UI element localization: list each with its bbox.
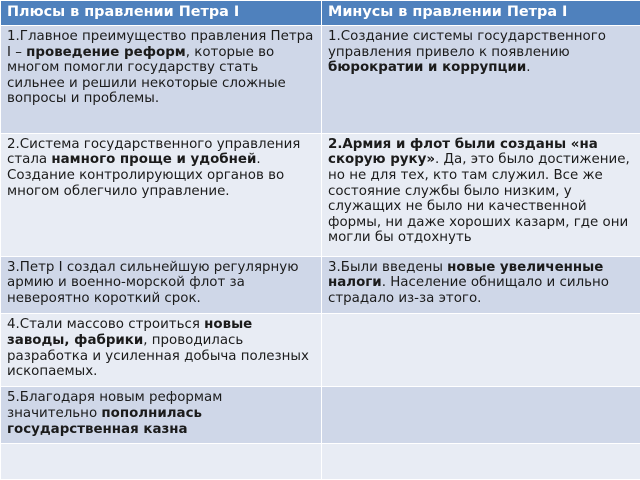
header-row [1,1,640,26]
con-cell-3 [322,256,640,314]
pro-cell-4 [1,314,322,387]
pro-text-tail: , которые во многом помогли государству стать сильнее и решили некоторые сложные вопросы и проблемы. [7,44,286,107]
table-row [1,387,640,443]
pro-emphasis: проведение реформ [26,44,186,60]
con-emphasis: 2.Армия и флот были созданы «на скорую руку» [328,136,598,168]
table-row [1,26,640,134]
table-row [1,314,640,387]
con-text: 3.Были введены [328,259,448,275]
cons-header: Минусы в правлении Петра I [322,1,640,26]
table-row [1,133,640,256]
con-cell-4 [322,314,640,387]
pro-cell-1 [1,26,322,134]
table-row [1,256,640,314]
con-text: 1.Создание системы государственного управления привело к появлению [328,29,606,60]
con-cell-1 [322,26,640,134]
pro-text: 1.Главное преимущество правления Петра I – [7,29,314,60]
con-cell-2 [322,133,640,256]
pro-cell-5 [1,387,322,443]
pro-text: 3.Петр I создал сильнейшую регулярную армию и военно-морской флот за невероятно короткий срок. [7,259,299,306]
pro-emphasis: намного проще и удобней [51,152,257,168]
pro-text: 5.Благодаря новым реформам значительно [7,390,223,421]
con-emphasis: бюрократии и коррупции [328,60,527,76]
pros-header: Плюсы в правлении Петра I [1,1,322,26]
con-text-tail: . [526,60,531,76]
con-text-tail: . Население обнищало и сильно страдало из-за этого. [328,275,609,306]
pro-cell-2 [1,133,322,256]
pro-text: 2.Система государственного управления стала [7,136,301,168]
pro-text: 4.Стали массово строиться [7,317,205,333]
pro-cell-3 [1,256,322,314]
con-cell-5 [322,387,640,443]
pro-emphasis: пополнилась государственная казна [7,405,202,437]
pro-emphasis: новые заводы, фабрики [7,317,253,348]
pro-text-tail: . Создание контролирующих органов во многом облегчило управление. [7,152,285,199]
con-cell-6 [322,443,640,479]
con-text-tail: . Да, это было достижение, но не для тех, кто там служил. Все же состояние службы было низким, у служащих не было ни качественной формы, ни даже хороших казарм, где они могли бы отдохнуть [328,152,630,246]
table-row [1,443,640,479]
pro-cell-6 [1,443,322,479]
con-emphasis: новые увеличенные налоги [328,259,604,291]
pro-text-tail: , проводилась разработка и усиленная добыча полезных ископаемых. [7,332,309,380]
